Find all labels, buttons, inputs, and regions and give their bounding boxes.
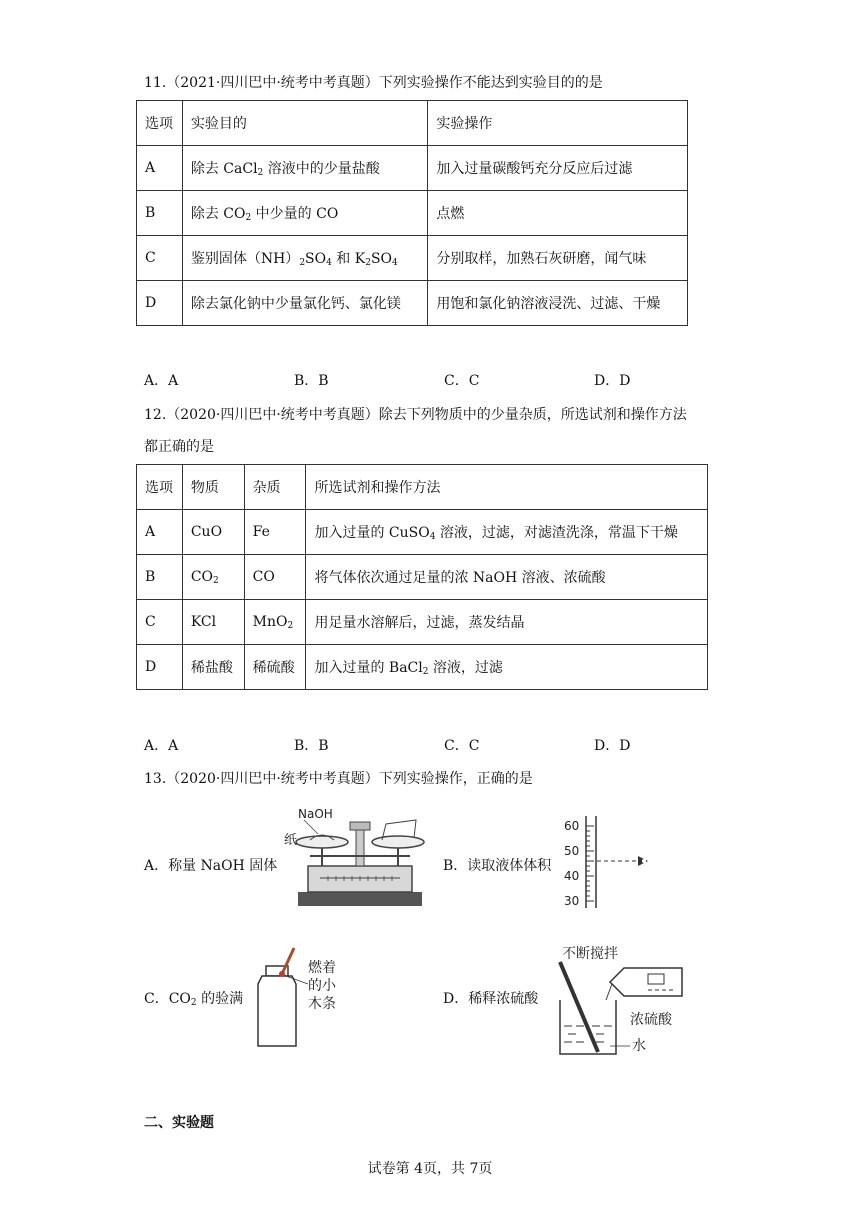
- table-row: [137, 281, 688, 326]
- q11-header-operation: 实验操作: [428, 101, 688, 146]
- paper-label: 纸: [284, 833, 298, 848]
- q12-row-c-impurity: MnO$_2$: [244, 600, 306, 645]
- q11-option-a[interactable]: A．A: [144, 373, 179, 389]
- table-row: [137, 645, 708, 690]
- water-label: 水: [632, 1038, 646, 1054]
- acid-bottle: [610, 968, 682, 996]
- q11-table: [136, 100, 688, 326]
- balance-right-pan: [372, 836, 424, 848]
- q12-row-a-method: 加入过量的 CuSO$_4$ 溶液，过滤，对滤渣洗涤，常温下干燥: [306, 510, 708, 555]
- q12-row-b-substance: $CO_2$: [182, 555, 244, 600]
- page-footer: 试卷第 4页，共 7页: [367, 1161, 493, 1177]
- balance-post: [356, 828, 364, 866]
- q12-option-c[interactable]: C．C: [444, 738, 480, 754]
- table-row: [137, 555, 708, 600]
- q12-row-b-impurity: CO: [244, 555, 306, 600]
- q12-row-a-option: A: [137, 510, 183, 555]
- q13-option-b-label[interactable]: B．读取液体体积: [443, 858, 552, 874]
- dilution-figure: [548, 944, 692, 1062]
- bottle-body: [258, 976, 296, 1046]
- q11-row-a-option: A: [137, 146, 183, 191]
- q11-header-option: 选项: [137, 101, 183, 146]
- q12-row-c-method: 用足量水溶解后，过滤，蒸发结晶: [306, 600, 708, 645]
- table-row: [137, 146, 688, 191]
- q11-row-c-option: C: [137, 236, 183, 281]
- tick-label-30: 30: [564, 894, 580, 908]
- flame-icon: [279, 971, 285, 977]
- q11-option-c[interactable]: C．C: [444, 373, 480, 389]
- q12-option-a[interactable]: A．A: [144, 738, 179, 754]
- tick-label-40: 40: [564, 869, 580, 883]
- q11-option-d[interactable]: D．D: [594, 373, 631, 389]
- q11-option-b[interactable]: B．B: [294, 373, 329, 389]
- q11-row-b-option: B: [137, 191, 183, 236]
- q13-option-d-label[interactable]: D．稀释浓硫酸: [443, 991, 539, 1007]
- q13-stem: 13.（2020·四川巴中·统考中考真题）下列实验操作，正确的是: [144, 771, 533, 787]
- q12-stem-line2: 都正确的是: [144, 439, 214, 455]
- table-row: [137, 191, 688, 236]
- cylinder-reading-figure: [556, 814, 662, 910]
- acid-bottle-label: [648, 974, 664, 984]
- q12-row-c-substance: KCl: [182, 600, 244, 645]
- burning-stick-label-1: 燃着: [308, 960, 336, 976]
- q12-row-d-method: 加入过量的 BaCl$_2$ 溶液，过滤: [306, 645, 708, 690]
- q11-row-c-operation: 分别取样，加熟石灰研磨，闻气味: [428, 236, 688, 281]
- burning-stick-label-2: 的小: [308, 978, 336, 994]
- q12-header-method: 所选试剂和操作方法: [306, 465, 708, 510]
- q13-option-c-label[interactable]: C．$CO_2$ 的验满: [144, 991, 244, 1008]
- q11-row-d-option: D: [137, 281, 183, 326]
- tick-label-60: 60: [564, 819, 580, 833]
- burning-stick-label-3: 木条: [308, 996, 336, 1012]
- q12-option-b[interactable]: B．B: [294, 738, 329, 754]
- stir-label: 不断搅拌: [562, 946, 618, 962]
- q11-row-d-goal: 除去氯化钠中少量氯化钙、氯化镁: [182, 281, 428, 326]
- q11-stem: 11.（2021·四川巴中·统考中考真题）下列实验操作不能达到实验目的的是: [144, 75, 603, 91]
- table-row: [137, 600, 708, 645]
- q12-row-b-method: 将气体依次通过足量的浓 NaOH 溶液、浓硫酸: [306, 555, 708, 600]
- q12-table: [136, 464, 708, 690]
- q12-row-b-option: B: [137, 555, 183, 600]
- q12-option-d[interactable]: D．D: [594, 738, 631, 754]
- q12-stem-line1: 12.（2020·四川巴中·统考中考真题）除去下列物质中的少量杂质，所选试剂和操作方法: [144, 407, 687, 423]
- q12-options: [144, 735, 744, 755]
- q12-row-d-substance: 稀盐酸: [182, 645, 244, 690]
- q11-row-c-goal: 鉴别固体$(NH)_2SO_4$ 和 $K_2SO_4$: [182, 236, 428, 281]
- q11-row-a-goal: 除去 CaCl$_2$ 溶液中的少量盐酸: [182, 146, 428, 191]
- balance-left-pan: [296, 836, 348, 848]
- q11-row-b-goal: 除去 $CO_2$ 中少量的 CO: [182, 191, 428, 236]
- q12-header-option: 选项: [137, 465, 183, 510]
- q12-header-impurity: 杂质: [244, 465, 306, 510]
- q11-header-goal: 实验目的: [182, 101, 428, 146]
- gas-bottle-figure: [252, 944, 344, 1052]
- q11-row-b-operation: 点燃: [428, 191, 688, 236]
- q11-row-d-operation: 用饱和氯化钠溶液浸洗、过滤、干燥: [428, 281, 688, 326]
- q12-row-a-substance: CuO: [182, 510, 244, 555]
- q12-row-d-impurity: 稀硫酸: [244, 645, 306, 690]
- q11-options: [144, 370, 744, 390]
- q13-option-a-label[interactable]: A．称量 NaOH 固体: [144, 858, 278, 874]
- table-row: [137, 465, 708, 510]
- balance-pointer-top: [350, 822, 370, 830]
- balance-base: [298, 892, 422, 906]
- q12-stem: [144, 404, 724, 458]
- q12-header-substance: 物质: [182, 465, 244, 510]
- table-row: [137, 101, 688, 146]
- glass-rod: [560, 962, 598, 1052]
- q12-row-a-impurity: Fe: [244, 510, 306, 555]
- table-row: [137, 236, 688, 281]
- tick-label-50: 50: [564, 844, 580, 858]
- q12-row-d-option: D: [137, 645, 183, 690]
- acid-label: 浓硫酸: [630, 1012, 672, 1028]
- naoh-label: NaOH: [298, 807, 333, 821]
- q12-row-c-option: C: [137, 600, 183, 645]
- table-row: [137, 510, 708, 555]
- q11-row-a-operation: 加入过量碳酸钙充分反应后过滤: [428, 146, 688, 191]
- cylinder-ticks: [586, 826, 594, 901]
- section-title: 二、实验题: [144, 1115, 214, 1131]
- balance-figure: [282, 806, 438, 910]
- acid-stream: [606, 984, 612, 1000]
- eye-pupil: [642, 859, 646, 863]
